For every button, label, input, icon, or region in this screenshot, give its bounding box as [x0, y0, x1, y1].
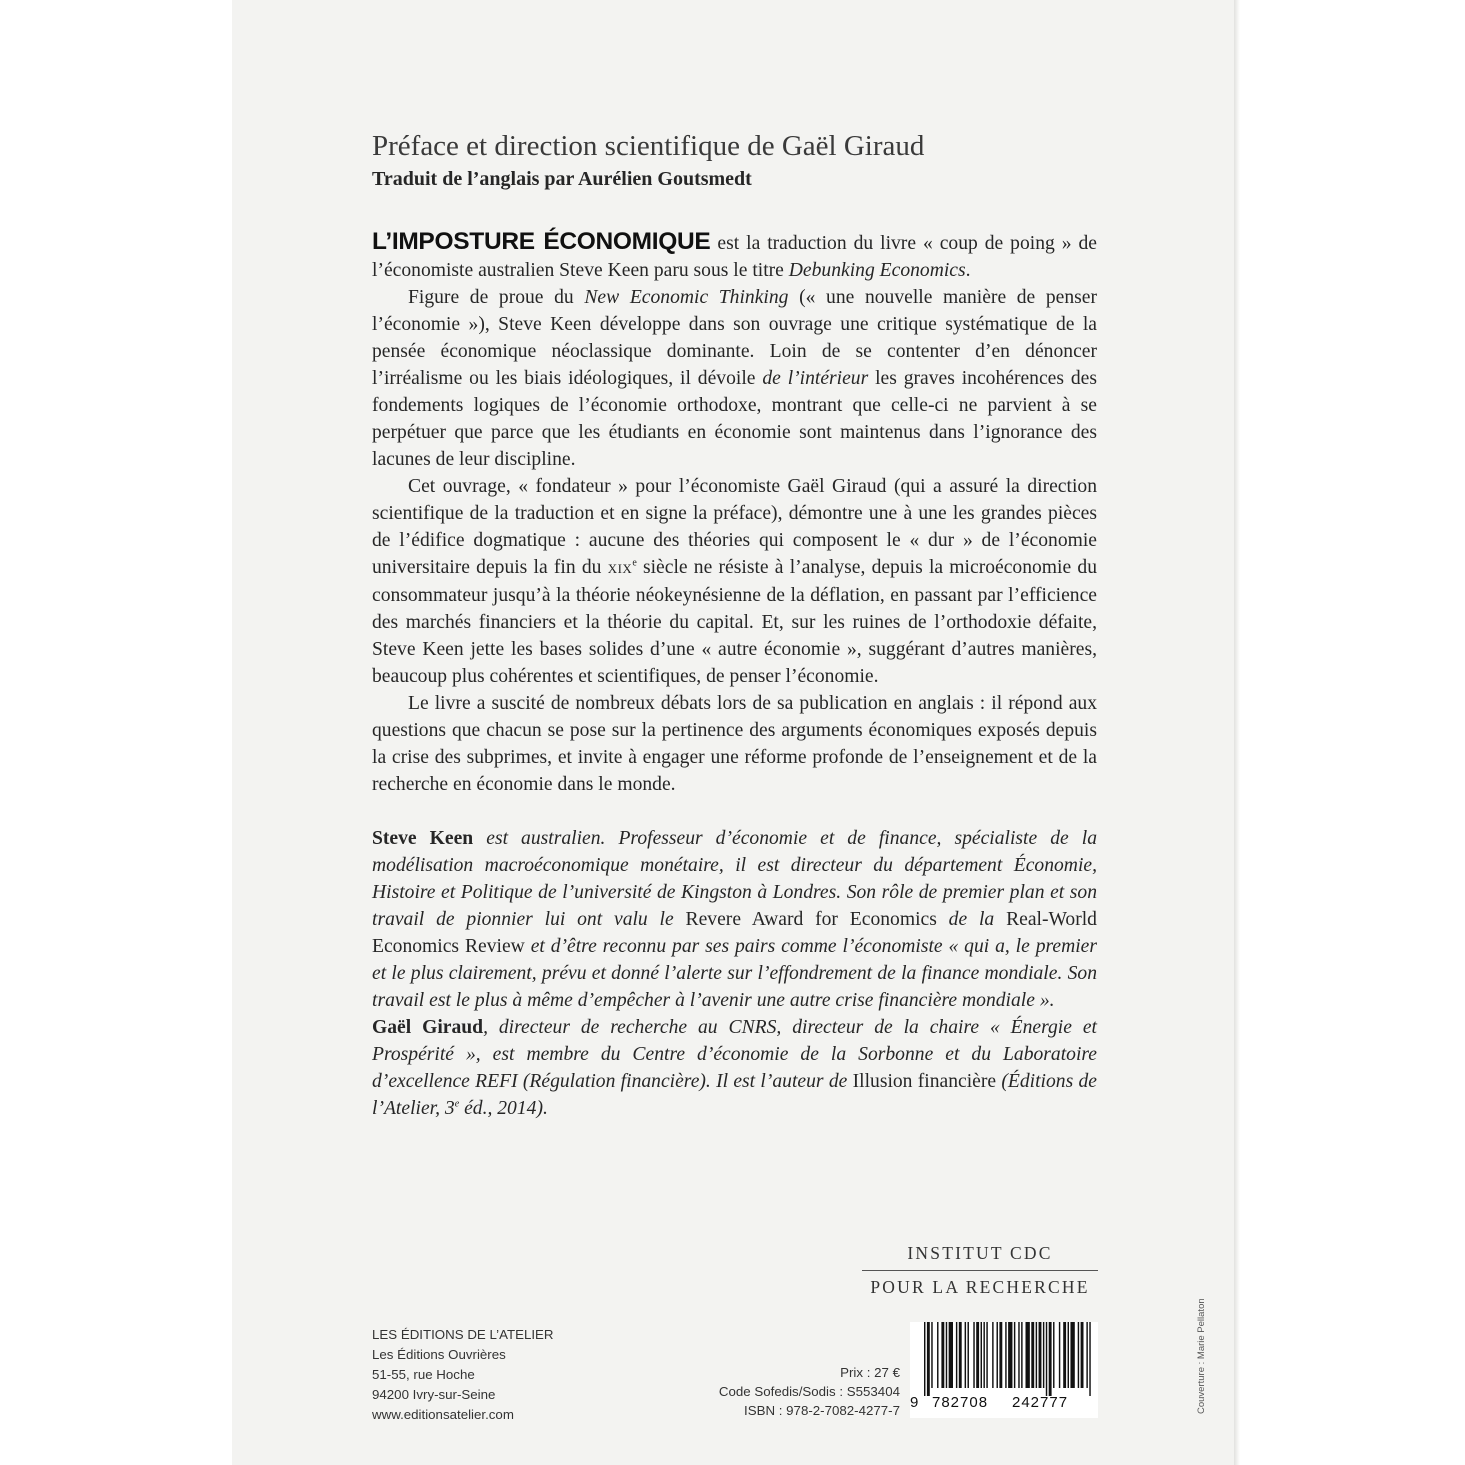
barcode-bar	[931, 1322, 932, 1388]
publisher-website: www.editionsatelier.com	[372, 1407, 514, 1422]
barcode-bar	[1081, 1322, 1084, 1388]
barcode-bar	[1021, 1322, 1022, 1388]
barcode-bar	[1014, 1322, 1015, 1388]
barcode-bar	[1008, 1322, 1012, 1388]
barcode: 9 782708 242777	[910, 1322, 1098, 1418]
barcode-bar	[959, 1322, 962, 1388]
barcode-bars	[910, 1322, 1098, 1396]
author-bios	[372, 825, 1097, 1122]
barcode-bar	[949, 1322, 953, 1388]
original-title: Debunking Economics	[788, 260, 966, 281]
barcode-bar	[976, 1322, 979, 1388]
barcode-bar	[968, 1322, 969, 1388]
paragraph-4: Le livre a suscité de nombreux débats lors de sa publication en anglais : il répond aux questions que chacun se pose sur la pertinence des arguments économiques exposés depuis la crise des subprimes, et invite à engager une réforme profonde de l’enseignement et de la recherche en économie dans le monde.	[372, 693, 1097, 795]
book-title: L’IMPOSTURE ÉCONOMIQUE	[372, 228, 711, 255]
isbn: ISBN : 978-2-7082-4277-7	[744, 1403, 900, 1418]
barcode-bar	[1068, 1322, 1069, 1388]
barcode-bar	[1031, 1322, 1034, 1388]
barcode-bar	[1046, 1322, 1047, 1396]
barcode-bar	[992, 1322, 993, 1388]
barcode-bar	[1039, 1322, 1042, 1388]
price-info	[620, 1363, 900, 1420]
paragraph-2: Figure de proue du New Economic Thinking (« une nouvelle manière de penser l’économie »), Steve Keen développe dans son ouvrage une critique systématique de la pensée économique néoclassique dominante. Loin de se contenter d’en dénoncer l’irréalisme ou les biais idéologiques, il dévoile de l’intérieur les graves incohérences des fondements logiques de l’économie orthodoxe, montrant que celle-ci ne parvient à se perpétuer que parce que les étudiants en économie sont maintenus dans l’ignorance des lacunes de leur discipline.	[372, 287, 1098, 470]
price: Prix : 27 €	[840, 1365, 900, 1380]
intro-paragraph: L’IMPOSTURE ÉCONOMIQUE est la traduction du livre « coup de poing » de l’économiste australien Steve Keen paru sous le titre Debunking Economics.	[372, 228, 1097, 281]
barcode-bar	[1026, 1322, 1030, 1388]
barcode-bar	[1053, 1322, 1054, 1388]
institut-cdc-logo: INSTITUT CDC POUR LA RECHERCHE	[862, 1243, 1098, 1298]
cover-header	[372, 128, 924, 192]
barcode-bar	[1043, 1322, 1044, 1388]
barcode-bar	[1086, 1322, 1087, 1388]
barcode-bar	[997, 1322, 998, 1388]
barcode-bar	[1059, 1322, 1060, 1388]
barcode-bar	[1005, 1322, 1006, 1388]
cover-edge	[1234, 0, 1240, 1465]
cover-credit: Couverture : Marie Pellaton	[1196, 1298, 1207, 1414]
publisher-address: LES ÉDITIONS DE L’ATELIER Les Éditions Ouvrières 51-55, rue Hoche 94200 Ivry-sur-Seine www.editionsatelier.com	[372, 1325, 554, 1425]
preface-credit: Préface et direction scientifique de Gaël Giraud	[372, 130, 925, 162]
barcode-bar	[1070, 1322, 1074, 1388]
barcode-bar	[983, 1322, 984, 1388]
barcode-bar	[973, 1322, 974, 1388]
barcode-bar	[981, 1322, 982, 1388]
barcode-bar	[1063, 1322, 1066, 1388]
barcode-bar	[1049, 1322, 1052, 1396]
barcode-bar	[965, 1322, 966, 1388]
blurb	[372, 228, 1097, 1122]
barcode-bar	[1018, 1322, 1019, 1388]
barcode-bar	[999, 1322, 1002, 1388]
distributor-code: Code Sofedis/Sodis : S553404	[718, 1384, 900, 1399]
paragraph-3: Cet ouvrage, « fondateur » pour l’économiste Gaël Giraud (qui a assuré la direction scientifique de la traduction et en signe la préface), démontre une à une les grandes pièces de l’édifice dogmatique : aucune des théories qui composent le « dur » de l’économie universitaire depuis la fin du XIXe siècle ne résiste à l’analyse, depuis la microéconomie du consommateur jusqu’à la théorie néokeynésienne de la déflation, en passant par l’efficience des marchés financiers et la théorie du capital. Et, sur les ruines de l’orthodoxie défaite, Steve Keen jette les bases solides d’une « autre économie », suggérant d’autres manières, beaucoup plus cohérentes et scientifiques, de penser l’économie.	[372, 476, 1097, 687]
barcode-bar	[956, 1322, 957, 1388]
barcode-bar	[946, 1322, 947, 1388]
barcode-bar	[941, 1322, 944, 1388]
barcode-bar	[1078, 1322, 1079, 1388]
barcode-bar	[927, 1322, 930, 1396]
bio-steve-keen: Steve Keen est australien. Professeur d’économie et de finance, spécialiste de la modélisation macroéconomique monétaire, il est directeur du département Économie, Histoire et Politique de l’université de Kingston à Londres. Son rôle de premier plan et son travail de pionnier lui ont valu le Revere Award for Economics de la Real-World Economics Review et d’être reconnu par ses pairs comme l’économiste « qui a, le premier et le plus clairement, prévu et donné l’alerte sur l’effondrement de la finance mondiale. Son travail est le plus à même d’empêcher à l’avenir une autre crise financière mondiale ».	[372, 828, 1097, 1011]
barcode-bar	[924, 1322, 925, 1396]
barcode-bar	[986, 1322, 987, 1388]
translator-credit: Traduit de l’anglais par Aurélien Goutsmedt	[372, 168, 752, 190]
barcode-bar	[1036, 1322, 1037, 1388]
barcode-bar	[1089, 1322, 1090, 1396]
bio-gael-giraud: Gaël Giraud, directeur de recherche au CNRS, directeur de la chaire « Énergie et Prospérité », est membre du Centre d’économie de la Sorbonne et du Laboratoire d’excellence REFI (Régulation financière). Il est l’auteur de Illusion financière (Éditions de l’Atelier, 3e éd., 2014).	[372, 1017, 1098, 1119]
barcode-bar	[937, 1322, 938, 1388]
